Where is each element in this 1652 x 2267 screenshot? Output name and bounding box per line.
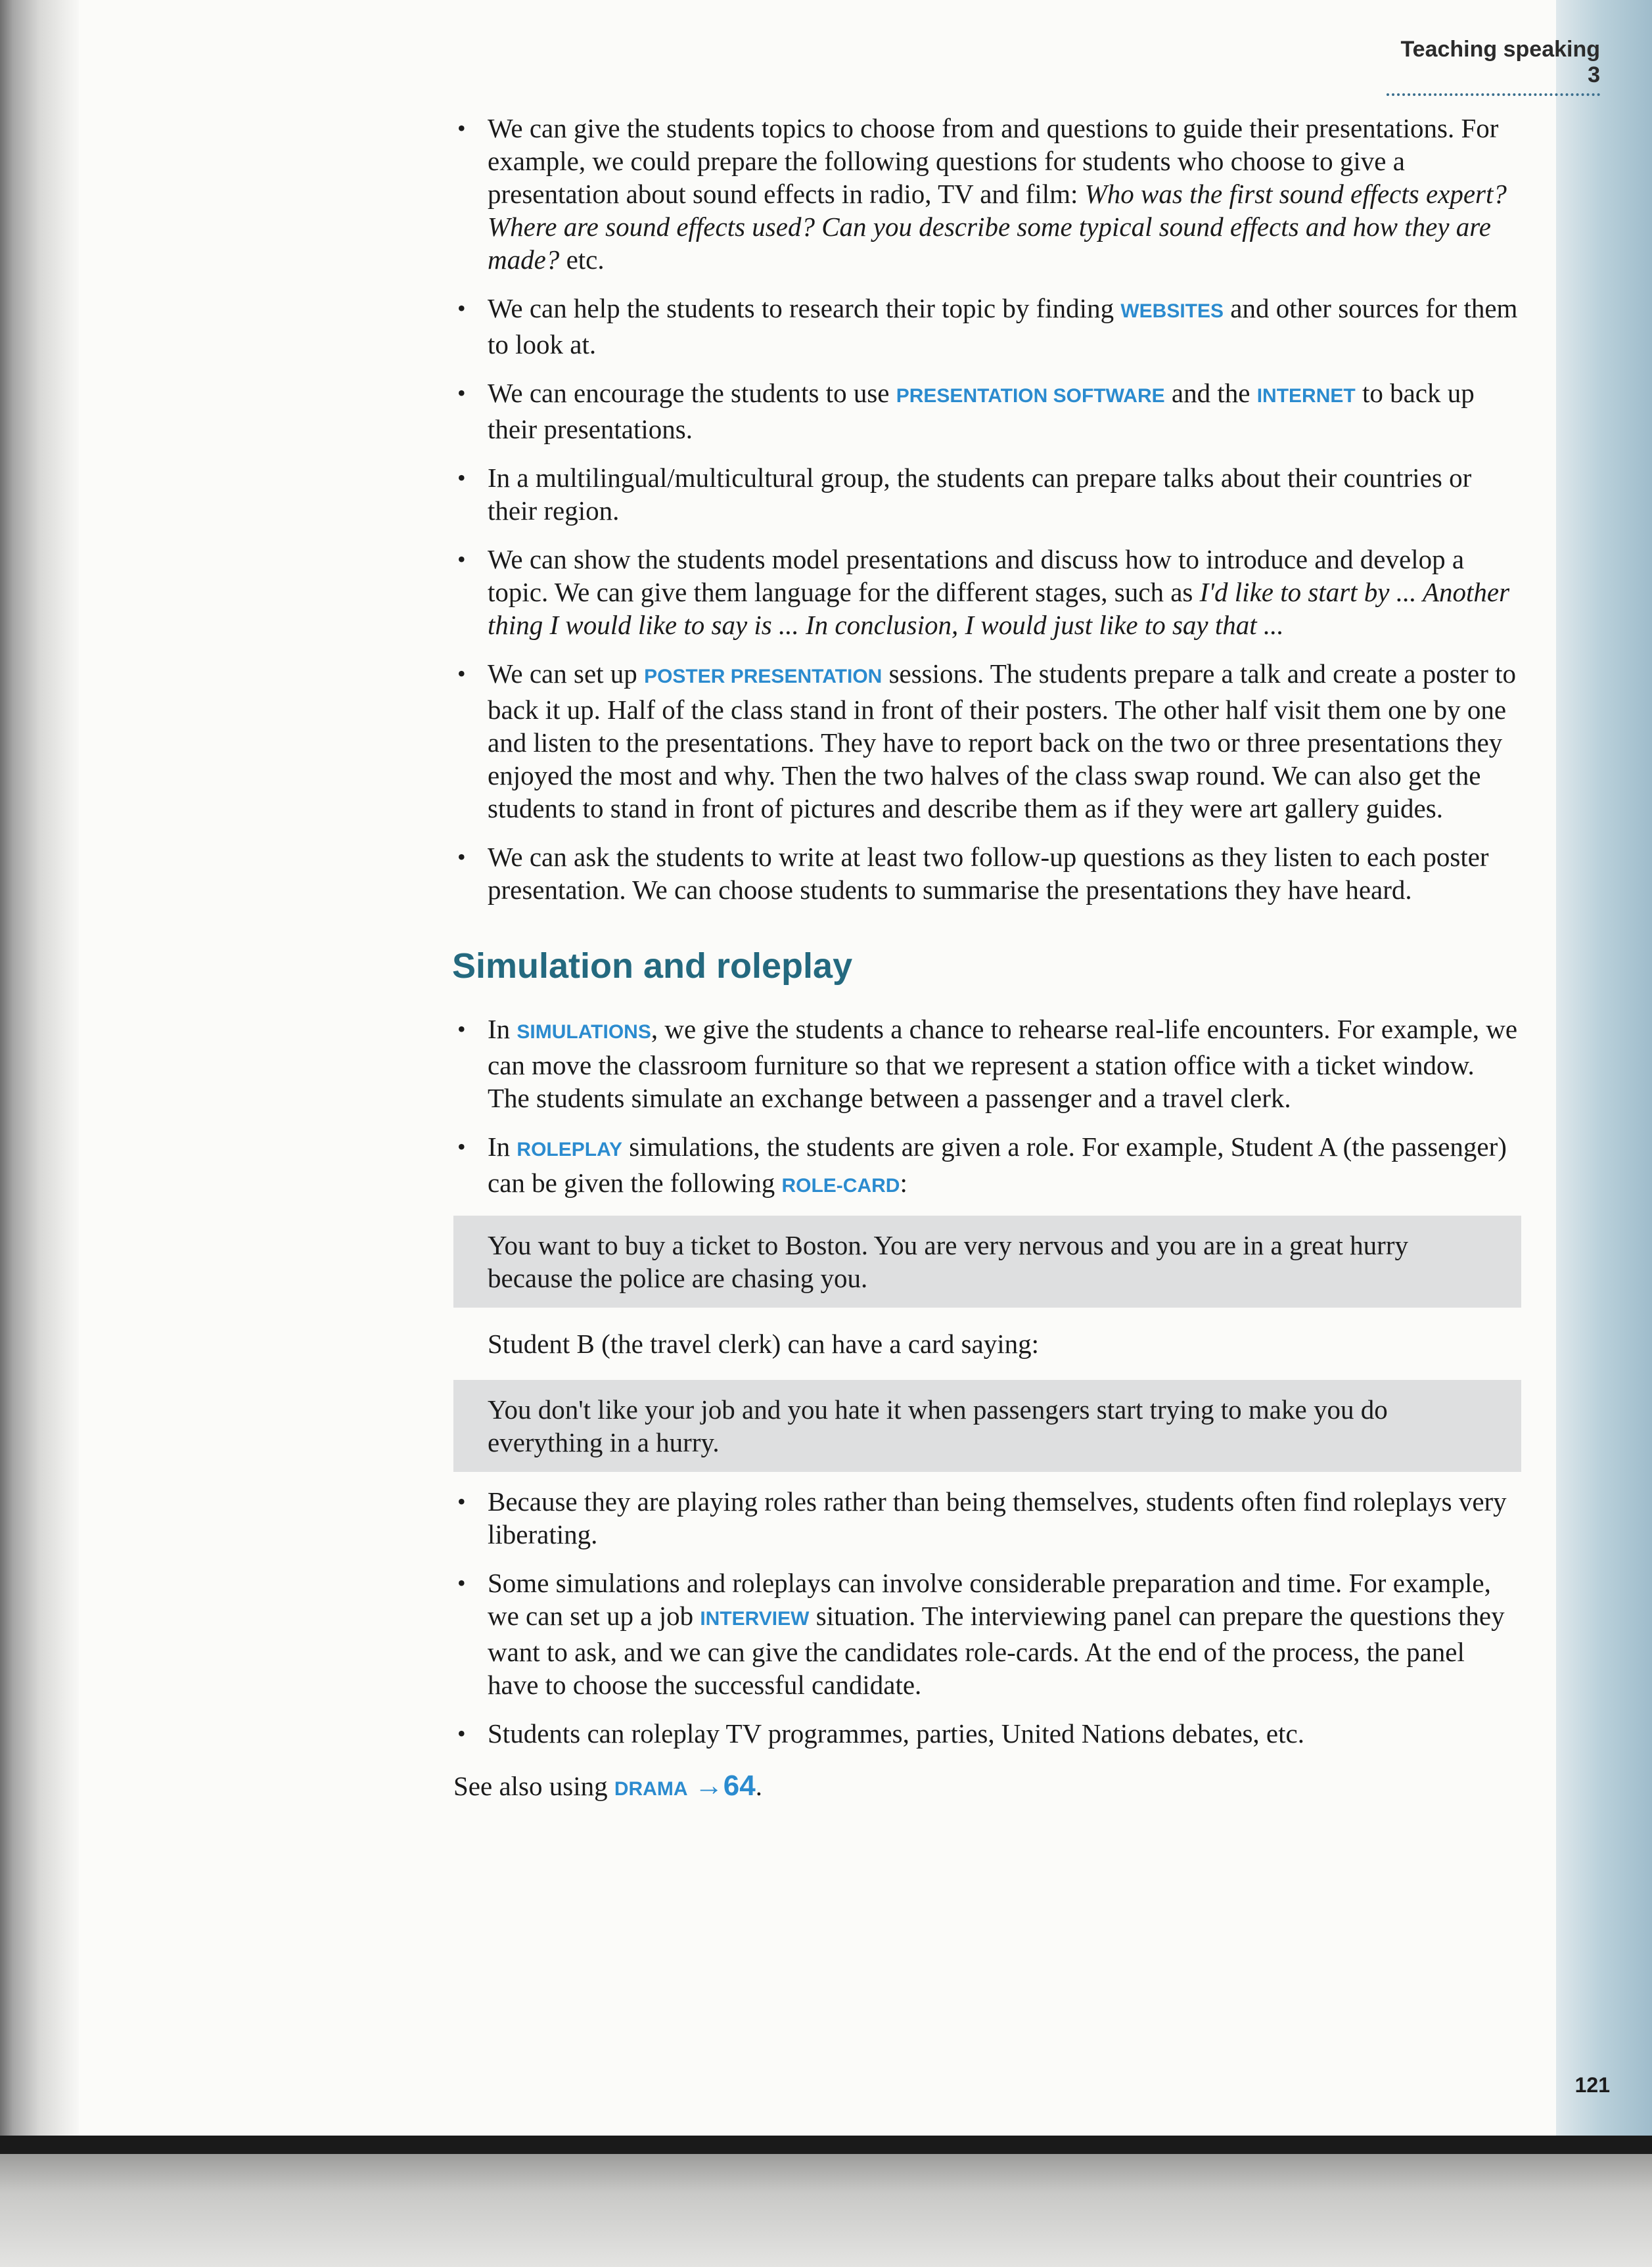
bullet-icon: • xyxy=(457,295,466,321)
text: : xyxy=(900,1168,907,1198)
text: situation. The interviewing panel can prepare the questions they want to ask, and we can give the candidates role-cards. At the end of the process, the panel have to choose the successful candidate. xyxy=(488,1601,1505,1700)
roleplay-list xyxy=(453,1485,1521,1750)
example-phrases: I'd like to start by ... Another thing I would like to say is ... In conclusion, I would just like to say that ... xyxy=(488,577,1510,640)
section-heading: Simulation and roleplay xyxy=(452,946,853,986)
keyword-internet: INTERNET xyxy=(1256,385,1356,407)
text: sessions. The students prepare a talk and create a poster to back it up. Half of the class stand in front of their posters. The other half visit them one by one and listen to the presentations. They have to report back on the two or three presentations they enjoyed the most and why. Then the two halves of the class swap round. We can also get the students to stand in front of pictures and describe them as if they were art gallery guides. xyxy=(488,658,1517,823)
text: In xyxy=(488,1132,517,1162)
keyword-simulations: SIMULATIONS xyxy=(516,1021,651,1043)
bullet-icon: • xyxy=(457,660,466,687)
page-bottom-edge xyxy=(0,2136,1652,2154)
page-number: 121 xyxy=(1574,2073,1610,2097)
list-item xyxy=(453,1717,1521,1750)
page-edge-band xyxy=(1556,0,1652,2149)
list-item xyxy=(453,657,1521,825)
list-item xyxy=(453,1013,1521,1114)
bullet-icon: • xyxy=(457,115,466,141)
text: In a multilingual/multicultural group, the students can prepare talks about their countries or their region. xyxy=(488,463,1472,526)
text: In xyxy=(488,1014,517,1044)
running-header: Teaching speaking 3 xyxy=(1387,37,1600,96)
simulation-list xyxy=(453,1013,1521,1202)
list-item xyxy=(453,1485,1521,1551)
text: See also using xyxy=(453,1771,614,1801)
presentation-tips-list xyxy=(453,112,1521,906)
list-item xyxy=(453,292,1521,361)
cross-reference-link[interactable]: →64 xyxy=(694,1770,756,1802)
list-item xyxy=(453,543,1521,641)
text: and the xyxy=(1164,378,1257,408)
text: We can show the students model presentations and discuss how to introduce and develop a topic. We can give them language for the different stages, such as xyxy=(488,544,1465,607)
keyword-websites: WEBSITES xyxy=(1120,300,1224,322)
list-item xyxy=(453,461,1521,527)
keyword-drama[interactable]: DRAMA xyxy=(614,1778,688,1800)
text: to back up their presentations. xyxy=(488,378,1475,444)
keyword-poster-presentation: POSTER PRESENTATION xyxy=(644,666,883,687)
text: Some simulations and roleplays can involve considerable preparation and time. For example, we can set up a job xyxy=(488,1568,1491,1631)
page-spine-shadow xyxy=(0,0,79,2149)
see-also xyxy=(453,1770,1521,1806)
keyword-interview: INTERVIEW xyxy=(700,1608,810,1630)
bullet-icon: • xyxy=(457,1488,466,1515)
text: We can ask the students to write at least two follow-up questions as they listen to each poster presentation. We can choose students to summarise the presentations they have heard. xyxy=(488,842,1489,905)
list-item xyxy=(453,112,1521,276)
text: and other sources for them to look at. xyxy=(488,293,1518,359)
list-item xyxy=(453,840,1521,906)
bullet-icon: • xyxy=(457,546,466,572)
bullet-icon: • xyxy=(457,1570,466,1596)
text: Because they are playing roles rather than being themselves, students often find roleplays very liberating. xyxy=(488,1486,1507,1549)
text: We can set up xyxy=(488,658,645,689)
role-card-student-a: You want to buy a ticket to Boston. You are very nervous and you are in a great hurry because the police are chasing you. xyxy=(453,1216,1521,1308)
role-card-student-b: You don't like your job and you hate it when passengers start trying to make you do everything in a hurry. xyxy=(453,1380,1521,1472)
bullet-icon: • xyxy=(457,1016,466,1042)
list-item xyxy=(453,377,1521,446)
text: etc. xyxy=(559,244,605,275)
page-body xyxy=(453,112,1521,1806)
keyword-presentation-software: PRESENTATION SOFTWARE xyxy=(896,385,1165,407)
bullet-icon: • xyxy=(457,844,466,870)
role-card-b-intro: Student B (the travel clerk) can have a card saying: xyxy=(488,1329,1040,1359)
list-item xyxy=(453,1130,1521,1202)
list-item xyxy=(453,1567,1521,1701)
scanner-shadow xyxy=(0,2154,1652,2267)
text: Students can roleplay TV programmes, parties, United Nations debates, etc. xyxy=(488,1718,1304,1749)
keyword-role-card: ROLE-CARD xyxy=(781,1175,900,1197)
bullet-icon: • xyxy=(457,1720,466,1747)
text: We can give the students topics to choose from and questions to guide their presentations. For example, we could prepare the following questions for students who choose to give a presentation about sound effects in radio, TV and film: xyxy=(488,113,1499,209)
bullet-icon: • xyxy=(457,1134,466,1160)
bullet-icon: • xyxy=(457,465,466,491)
bullet-icon: • xyxy=(457,380,466,406)
text: We can help the students to research their topic by finding xyxy=(488,293,1121,323)
text: . xyxy=(755,1771,762,1801)
text: simulations, the students are given a role. For example, Student A (the passenger) can be given the following xyxy=(488,1132,1507,1198)
text: We can encourage the students to use xyxy=(488,378,896,408)
text: , we give the students a chance to rehearse real-life encounters. For example, we can move the classroom furniture so that we represent a station office with a ticket window. The students simulate an exchange between a passenger and a travel clerk. xyxy=(488,1014,1518,1113)
keyword-roleplay: ROLEPLAY xyxy=(516,1139,622,1160)
example-questions: Who was the first sound effects expert? Where are sound effects used? Can you describe some typical sound effects and how they are made? xyxy=(488,179,1507,275)
